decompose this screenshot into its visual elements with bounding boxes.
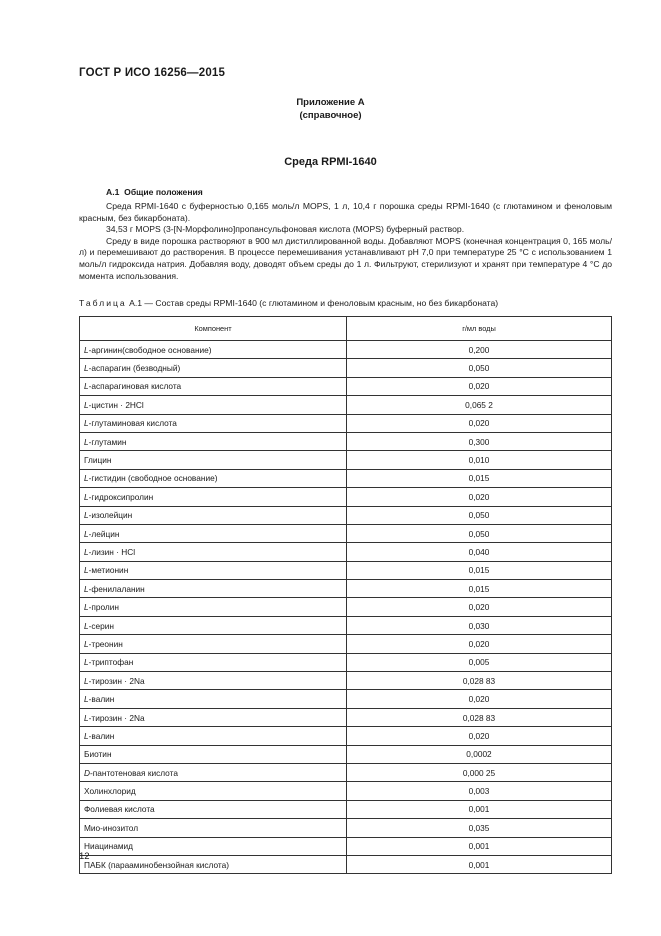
isomer-prefix: L [84, 436, 89, 447]
component-cell [80, 745, 347, 763]
concentration-cell: 0,028 83 [347, 708, 612, 726]
table-row [80, 488, 612, 506]
table-row [80, 782, 612, 800]
table-row [80, 653, 612, 671]
isomer-prefix: L [84, 473, 89, 484]
component-name: Мио-инозитол [84, 822, 139, 833]
component-cell [80, 396, 347, 414]
component-name: -лизин · HCl [88, 546, 136, 557]
table-row [80, 727, 612, 745]
table-row [80, 432, 612, 450]
component-name: -тирозин · 2Na [88, 712, 145, 723]
table-row [80, 672, 612, 690]
subsection-title: Общие положения [124, 187, 203, 197]
document-number-header: ГОСТ Р ИСО 16256—2015 [79, 67, 226, 79]
concentration-cell: 0,020 [347, 488, 612, 506]
component-name: -триптофан [88, 657, 134, 668]
component-cell [80, 341, 347, 359]
component-name: -пантотеновая кислота [90, 767, 178, 778]
isomer-prefix: L [84, 528, 89, 539]
table-row [80, 359, 612, 377]
component-cell [80, 488, 347, 506]
isomer-prefix: L [84, 638, 89, 649]
table-header-row [80, 317, 612, 341]
component-cell [80, 616, 347, 634]
annex-subtitle: (справочное) [299, 110, 362, 121]
component-name: -валин [88, 694, 115, 705]
table-row [80, 800, 612, 818]
concentration-cell: 0,020 [347, 690, 612, 708]
subsection-heading [106, 187, 203, 197]
paragraph: Среду в виде порошка растворяют в 900 мл дистиллированной воды. Добавляют MOPS (конечная концентрация 0, 165 моль/л) и перемешивают до растворения. В процессе перемешивания устанавливают рН 7,0 при температуре 25 °С с использованием 1 моль/л гидроксида натрия. Добавляя воду, доводят объем среды до 1 л. Фильтруют, стерилизуют и хранят при температуре 4 °С до момента использования. [79, 235, 612, 281]
concentration-cell: 0,010 [347, 451, 612, 469]
table-row [80, 837, 612, 855]
table-body [80, 341, 612, 874]
concentration-cell: 0,035 [347, 819, 612, 837]
table-row [80, 616, 612, 634]
component-cell [80, 635, 347, 653]
component-name: -лейцин [88, 528, 120, 539]
table-row [80, 598, 612, 616]
component-cell [80, 414, 347, 432]
isomer-prefix: L [84, 510, 89, 521]
component-cell [80, 469, 347, 487]
section-title: Среда RPMI-1640 [284, 156, 377, 168]
component-name: -треонин [88, 638, 123, 649]
component-name: Биотин [84, 749, 112, 760]
isomer-prefix: L [84, 491, 89, 502]
paragraph: Среда RPMI-1640 с буферностью 0,165 моль/л MOPS, 1 л, 10,4 г порошка среды RPMI-1640 (с глютамином и феноловым красным, без бикарбоната). [79, 201, 612, 223]
table-row [80, 745, 612, 763]
table-caption [79, 298, 498, 308]
component-cell [80, 708, 347, 726]
component-name: -аспарагиновая кислота [88, 381, 182, 392]
isomer-prefix: L [84, 381, 89, 392]
component-cell [80, 727, 347, 745]
isomer-prefix: D [84, 767, 90, 778]
component-name: Холинхлорид [84, 786, 136, 797]
component-cell [80, 763, 347, 781]
component-name: -пролин [88, 602, 119, 613]
concentration-cell: 0,020 [347, 635, 612, 653]
concentration-cell: 0,020 [347, 727, 612, 745]
component-cell [80, 543, 347, 561]
component-cell [80, 377, 347, 395]
table-row [80, 377, 612, 395]
concentration-cell: 0,001 [347, 800, 612, 818]
table-caption-label: Таблица [79, 298, 127, 308]
table-row [80, 341, 612, 359]
table-row [80, 635, 612, 653]
table-row [80, 543, 612, 561]
isomer-prefix: L [84, 565, 89, 576]
component-name: -метионин [88, 565, 129, 576]
concentration-cell: 0,040 [347, 543, 612, 561]
component-name: -аргинин(свободное основание) [88, 344, 212, 355]
isomer-prefix: L [84, 730, 89, 741]
component-name: -изолейцин [88, 510, 133, 521]
annex-title: Приложение А [296, 97, 365, 108]
isomer-prefix: L [84, 602, 89, 613]
component-cell [80, 855, 347, 873]
column-header-concentration: г/мл воды [347, 317, 612, 341]
component-cell [80, 359, 347, 377]
table-row [80, 451, 612, 469]
concentration-cell: 0,001 [347, 837, 612, 855]
table-row [80, 708, 612, 726]
concentration-cell: 0,050 [347, 359, 612, 377]
concentration-cell: 0,020 [347, 377, 612, 395]
component-cell [80, 800, 347, 818]
component-name: Глицин [84, 455, 112, 466]
component-name: Ниацинамид [84, 841, 134, 852]
concentration-cell: 0,200 [347, 341, 612, 359]
table-row [80, 855, 612, 873]
component-name: -гистидин (свободное основание) [88, 473, 218, 484]
component-name: -глутаминовая кислота [88, 418, 177, 429]
isomer-prefix: L [84, 675, 89, 686]
annex-heading [0, 96, 661, 122]
table-row [80, 524, 612, 542]
component-cell [80, 690, 347, 708]
component-cell [80, 782, 347, 800]
component-cell [80, 837, 347, 855]
isomer-prefix: L [84, 657, 89, 668]
table-row [80, 469, 612, 487]
component-cell [80, 598, 347, 616]
table-row [80, 819, 612, 837]
concentration-cell: 0,030 [347, 616, 612, 634]
component-name: ПАБК (парааминобензойная кислота) [84, 859, 230, 870]
component-cell [80, 580, 347, 598]
concentration-cell: 0,028 83 [347, 672, 612, 690]
table-row [80, 763, 612, 781]
concentration-cell: 0,015 [347, 469, 612, 487]
isomer-prefix: L [84, 418, 89, 429]
isomer-prefix: L [84, 546, 89, 557]
concentration-cell: 0,020 [347, 414, 612, 432]
isomer-prefix: L [84, 694, 89, 705]
table-row [80, 690, 612, 708]
isomer-prefix: L [84, 344, 89, 355]
concentration-cell: 0,000 25 [347, 763, 612, 781]
table-row [80, 580, 612, 598]
concentration-cell: 0,015 [347, 580, 612, 598]
table-row [80, 396, 612, 414]
concentration-cell: 0,001 [347, 855, 612, 873]
column-header-component: Компонент [80, 317, 347, 341]
concentration-cell: 0,020 [347, 598, 612, 616]
body-text [79, 201, 612, 282]
component-cell [80, 653, 347, 671]
subsection-number: А.1 [106, 187, 120, 197]
component-cell [80, 524, 347, 542]
component-cell [80, 819, 347, 837]
isomer-prefix: L [84, 583, 89, 594]
component-name: Фолиевая кислота [84, 804, 155, 815]
component-name: -гидроксипролин [88, 491, 154, 502]
concentration-cell: 0,065 2 [347, 396, 612, 414]
concentration-cell: 0,005 [347, 653, 612, 671]
component-name: -фенилаланин [88, 583, 145, 594]
component-cell [80, 432, 347, 450]
component-cell [80, 672, 347, 690]
composition-table [79, 316, 612, 874]
component-name: -тирозин · 2Na [88, 675, 145, 686]
component-name: -глутамин [88, 436, 127, 447]
component-name: -серин [88, 620, 114, 631]
component-cell [80, 506, 347, 524]
table-caption-text: А.1 — Состав среды RPMI-1640 (с глютамином и феноловым красным, но без бикарбоната) [126, 298, 499, 308]
component-name: -аспарагин (безводный) [88, 363, 181, 374]
concentration-cell: 0,015 [347, 561, 612, 579]
concentration-cell: 0,050 [347, 506, 612, 524]
concentration-cell: 0,300 [347, 432, 612, 450]
concentration-cell: 0,0002 [347, 745, 612, 763]
component-cell [80, 451, 347, 469]
concentration-cell: 0,050 [347, 524, 612, 542]
component-name: -цистин · 2HCl [88, 399, 144, 410]
table-row [80, 414, 612, 432]
page-number: 12 [79, 851, 90, 862]
component-cell [80, 561, 347, 579]
isomer-prefix: L [84, 363, 89, 374]
table-row [80, 506, 612, 524]
concentration-cell: 0,003 [347, 782, 612, 800]
isomer-prefix: L [84, 620, 89, 631]
component-name: -валин [88, 730, 115, 741]
isomer-prefix: L [84, 399, 89, 410]
table-row [80, 561, 612, 579]
isomer-prefix: L [84, 712, 89, 723]
paragraph: 34,53 г MOPS (3-[N-Морфолино]пропансульфоновая кислота (MOPS) буферный раствор. [106, 224, 465, 235]
